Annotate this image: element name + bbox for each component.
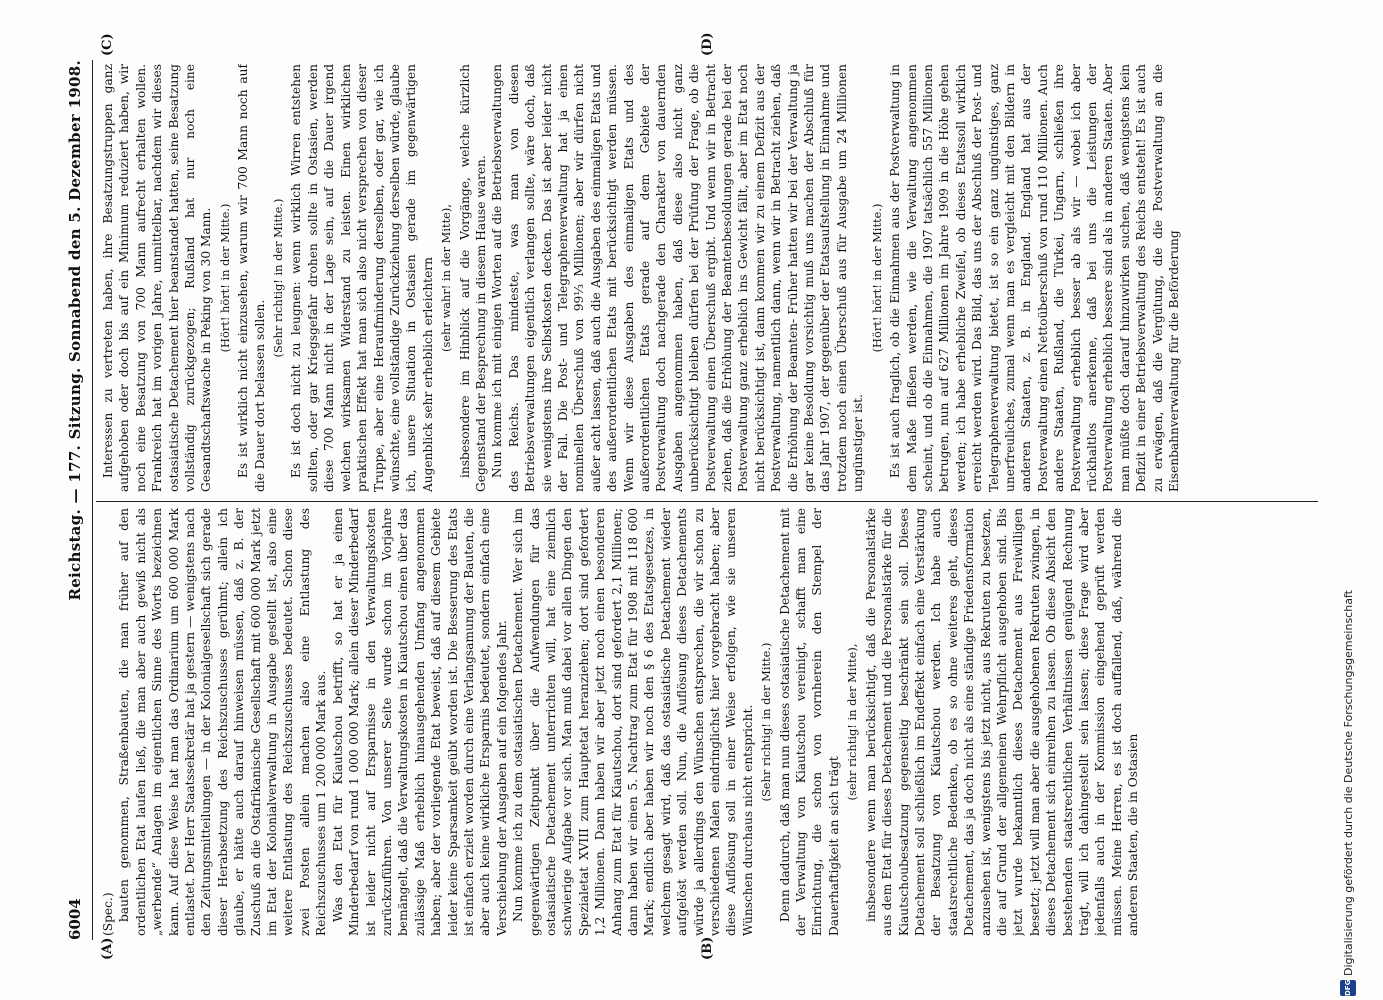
margin-marker-c: (C) xyxy=(100,33,115,56)
paragraph: Es ist doch nicht zu leugnen: wenn wirklich Wirren entstehen sollten, oder gar Kriegsgefahr drohen sollte in Ostasien, werden diese 700 Mann nicht in der Lage sein, auf die Dauer irgend welchen wirksamen Widerstand zu leisten. Einen wirklichen praktischen Effekt hat man sich also nicht versprechen von dieser Truppe, aber eine Heraufminderung derselben, oder gar, wie ich wünschte, eine vollständige Zurückziehung derselben würde, glaube ich, unsere Situation in Ostasien gerade im gegenwärtigen Augenblick sehr erheblich erleichtern xyxy=(289,64,435,492)
left-column xyxy=(100,508,1314,936)
paragraph: Denn dadurch, daß man nun dieses ostasiatische Detachement mit der Verwaltung von Kiautschou vereinigt, schafft man eine Einrichtung, die schon von vornherein den Stempel der Dauerhaftigkeit an sich trägt xyxy=(777,508,841,936)
interjection: (sehr wahr! in der Mitte), xyxy=(439,204,454,352)
paragraph: Was den Etat für Kiautschou betrifft, so hat er ja einen Minderbedarf von rund 1 000 000 Mark; allein dieser Minderbedarf ist leider nicht auf Ersparnisse in den Verwaltungskosten zurückzuführen. Von unserer Seite wurde schon im Vorjahre bemängelt, daß die Verwaltungskosten in Kiautschou einen über das zulässige Maß erheblich hinausgehenden Umfang angenommen haben; aber der vorliegende Etat beweist, daß auf diesem Gebiete leider keine Sparsamkeit geübt worden ist. Die Besserung des Etats ist einfach erzielt worden durch eine Verlangsamung der Bauten, die aber auch keine wirkliche Ersparnis bedeutet, sondern einfach eine Verschiebung der Ausgaben auf ein folgendes Jahr. xyxy=(330,508,509,936)
header-rule xyxy=(92,60,93,940)
page-header xyxy=(66,60,92,940)
margin-marker-a: (A) xyxy=(100,937,115,960)
paragraph: insbesondere im Hinblick auf die Vorgänge, welche kürzlich Gegenstand der Besprechung in diesem Hause waren. xyxy=(457,64,488,492)
paragraph: Interessen zu vertreten haben, ihre Besatzungstruppen ganz aufgehoben oder doch bis auf ein Minimum reduziert haben, wir noch eine Besatzung von 700 Mann aufrecht erhalten wollen. Frankreich hat im vorigen Jahre, unmittelbar, nachdem wir dieses ostasiatische Detachement hier beanstandet hatten, seine Besatzung vollständig zurückgezogen; Rußland hat nur noch eine Gesandtschaftswache in Peking von 30 Mann. xyxy=(101,64,214,492)
paragraph: Es ist wirklich nicht einzusehen, warum wir 700 Mann noch auf die Dauer dort belassen sollen. xyxy=(236,64,267,492)
interjection: (Sehr richtig! in der Mitte.) xyxy=(271,198,286,358)
right-column xyxy=(100,64,1314,492)
paragraph: bauten genommen, Straßenbauten, die man früher auf den ordentlichen Etat laufen ließ, die man aber auch gewiß nicht als „werbende“ Anlagen im eigentlichen Sinne des Worts bezeichnen kann. Auf diese Weise hat man das Ordinarium um 600 000 Mark entlastet. Der Herr Staatssekretär hat ja gestern — wenigstens nach den Zeitungsmitteilungen — in der Kolonialgesellschaft sich gerade dieser Herabsetzung des Reichszuschusses gerühmt; allein ich glaube, er hätte auch darauf hinweisen müssen, daß z. B. der Zuschuß an die Ostafrikanische Gesellschaft mit 600 000 Mark jetzt im Etat der Kolonialverwaltung in Ausgabe gestellt ist, also eine weitere Entlastung des Reichszuschusses bedeutet. Schon diese zwei Posten allein machen also eine Entlastung des Reichszuschusses um 1 200 000 Mark aus. xyxy=(117,508,329,936)
paragraph: Nun komme ich mit einigen Worten auf die Betriebsverwaltungen des Reichs. Das mindeste, was man von diesen Betriebsverwaltungen eigentlich verlangen sollte, wäre doch, daß sie wenigstens ihre Selbstkosten decken. Das ist aber leider nicht der Fall. Die Post- und Telegraphenverwaltung hat ja einen nominellen Überschuß von 99⅓ Millionen; aber wir dürfen nicht außer acht lassen, daß auch die Ausgaben des einmaligen Etats und des außerordentlichen Etats mit berücksichtigt werden müssen. Wenn wir diese Ausgaben des einmaligen Etats und des außerordentlichen Etats gerade auf dem Gebiete der Postverwaltung doch nachgerade den Charakter von dauernden Ausgaben angenommen haben, daß diese also nicht ganz unberücksichtigt bleiben dürfen bei der Prüfung der Frage, ob die Postverwaltung einen Überschuß ergibt. Und wenn wir in Betracht ziehen, daß die Erhöhung der Beamtenbesoldungen gerade bei der Postverwaltung ganz erheblich ins Gewicht fällt, aber im Etat noch nicht berücksichtigt ist, dann kommen wir zu einem Defizit aus der Postverwaltung, namentlich dann, wenn wir in Betracht ziehen, daß die Erhöhung der Beamten- Früher hatten wir bei der Verwaltung ja gar keine Besoldung vorsichtig muß uns machen der Abschluß für das Jahr 1907, der gegenüber der Etatsaufstellung in Einnahme und trotzdem noch einen Überschuß aus für Ausgabe um 24 Millionen ungünstiger ist. xyxy=(490,64,866,492)
page-number: 6004 xyxy=(66,898,84,940)
interjection: (Hört! hört! in der Mitte.) xyxy=(869,203,884,353)
paragraph: Nun komme ich zu dem ostasiatischen Detachement. Wer sich im gegenwärtigen Zeitpunkt über die Aufwendungen für das ostasiatische Detachement unterrichten will, hat eine ziemlich schwierige Aufgabe vor sich. Man muß dabei vor allen Dingen den Spezialetat XVIII zum Hauptetat heranziehen; dort sind gefordert 1,2 Millionen. Dann haben wir aber jetzt noch einen besonderen Anhang zum Etat für Kiautschou, dort sind gefordert 2,1 Millionen; dann haben wir einen 5. Nachtrag zum Etat für 1908 mit 118 600 Mark; endlich aber haben wir noch den § 6 des Etatsgesetzes, in welchem gesagt wird, daß das ostasiatische Detachement wieder aufgelöst werden soll. Nun, die Auflösung dieses Detachements würde ja allerdings den Wünschen entsprechen, die wir schon zu verschiedenen Malen eindringlichst hier vorgebracht haben; aber diese Auflösung soll in einer Weise erfolgen, wie sie unseren Wünschen durchaus nicht entspricht. xyxy=(511,508,755,936)
margin-marker-d: (D) xyxy=(700,32,715,56)
margin-marker-b: (B) xyxy=(700,936,715,960)
dfg-logo-icon: DFG xyxy=(1340,980,1356,996)
credit-text: Digitalisierung gefördert durch die Deutsche Forschungsgemeinschaft xyxy=(1342,590,1355,976)
interjection: (Sehr richtig! in der Mitte.) xyxy=(759,642,774,802)
paragraph: Es ist auch fraglich, ob die Einnahmen aus der Postverwaltung in dem Maße fließen werden, wie die Verwaltung angenommen scheint, und ob die Einnahmen, die 1907 tatsächlich 557 Millionen betrugen, nun auf 627 Millionen im Jahre 1909 in die Höhe gehen werden; ich habe erhebliche Zweifel, ob dieses Etatssoll wirklich erreicht werden wird. Das Bild, das uns der Abschluß der Post- und Telegraphenverwaltung bietet, ist so ein ganz ungünstiges, ganz unerfreuliches, zumal wenn man es vergleicht mit den Bildern in anderen Staaten, z. B. in England. England hat aus der Postverwaltung einen Nettoüberschuß von rund 110 Millionen. Auch andere Staaten, Rußland, die Türkei, Ungarn, schließen ihre Postverwaltung erheblich besser ab als wir — wobei ich aber rückhaltlos anerkenne, daß bei uns die Leistungen der Postverwaltung erheblich bessere sind als in anderen Staaten. Aber man müßte doch darauf hinzuwirken suchen, daß wenigstens kein Defizit in einer Betriebsverwaltung des Reichs entsteht! Es ist auch zu erwägen, daß die Vergütung, die die Postverwaltung an die Eisenbahnverwaltung für die Beförderung xyxy=(888,64,1181,492)
interjection: (Hört! hört! in der Mitte.) xyxy=(217,203,232,353)
paragraph: insbesondere wenn man berücksichtigt, daß die Personalstärke aus dem Etat für dieses Detachement und die Personalstärke für die Kiautschoubesatzung gegenseitig beschränkt sein soll. Dieses Detachement soll schließlich im Endeffekt einfach eine Verstärkung der Besatzung von Kiautschou werden. Ich habe auch staatsrechtliche Bedenken, ob es so ohne weiteres geht, dieses Detachement, das ja doch nicht als eine ständige Friedensformation anzusehen ist, wenigstens bis jetzt nicht, aus Rekruten zu besetzen, die auf Grund der allgemeinen Wehrpflicht ausgehoben sind. Bis jetzt wurde bekanntlich dieses Detachement aus Freiwilligen besetzt; jetzt will man aber die ausgehobenen Rekruten zwingen, in dieses Detachement sich einreihen zu lassen. Ob diese Absicht den bestehenden staatsrechtlichen Verhältnissen genügend Rechnung trägt, will ich dahingestellt sein lassen; diese Frage wird aber jedenfalls auch in der Kommission eingehend geprüft werden müssen. Meine Herren, es ist doch auffallend, daß, während die anderen Staaten, die in Ostasien xyxy=(863,508,1141,936)
speaker-tag: (Spec.) xyxy=(101,892,115,936)
column-divider xyxy=(96,501,1318,502)
interjection: (sehr richtig! in der Mitte), xyxy=(845,643,860,801)
digitization-credit xyxy=(1338,0,1364,1000)
running-title: Reichstag. — 177. Sitzung. Sonnabend den 5. Dezember 1908. xyxy=(66,60,84,601)
